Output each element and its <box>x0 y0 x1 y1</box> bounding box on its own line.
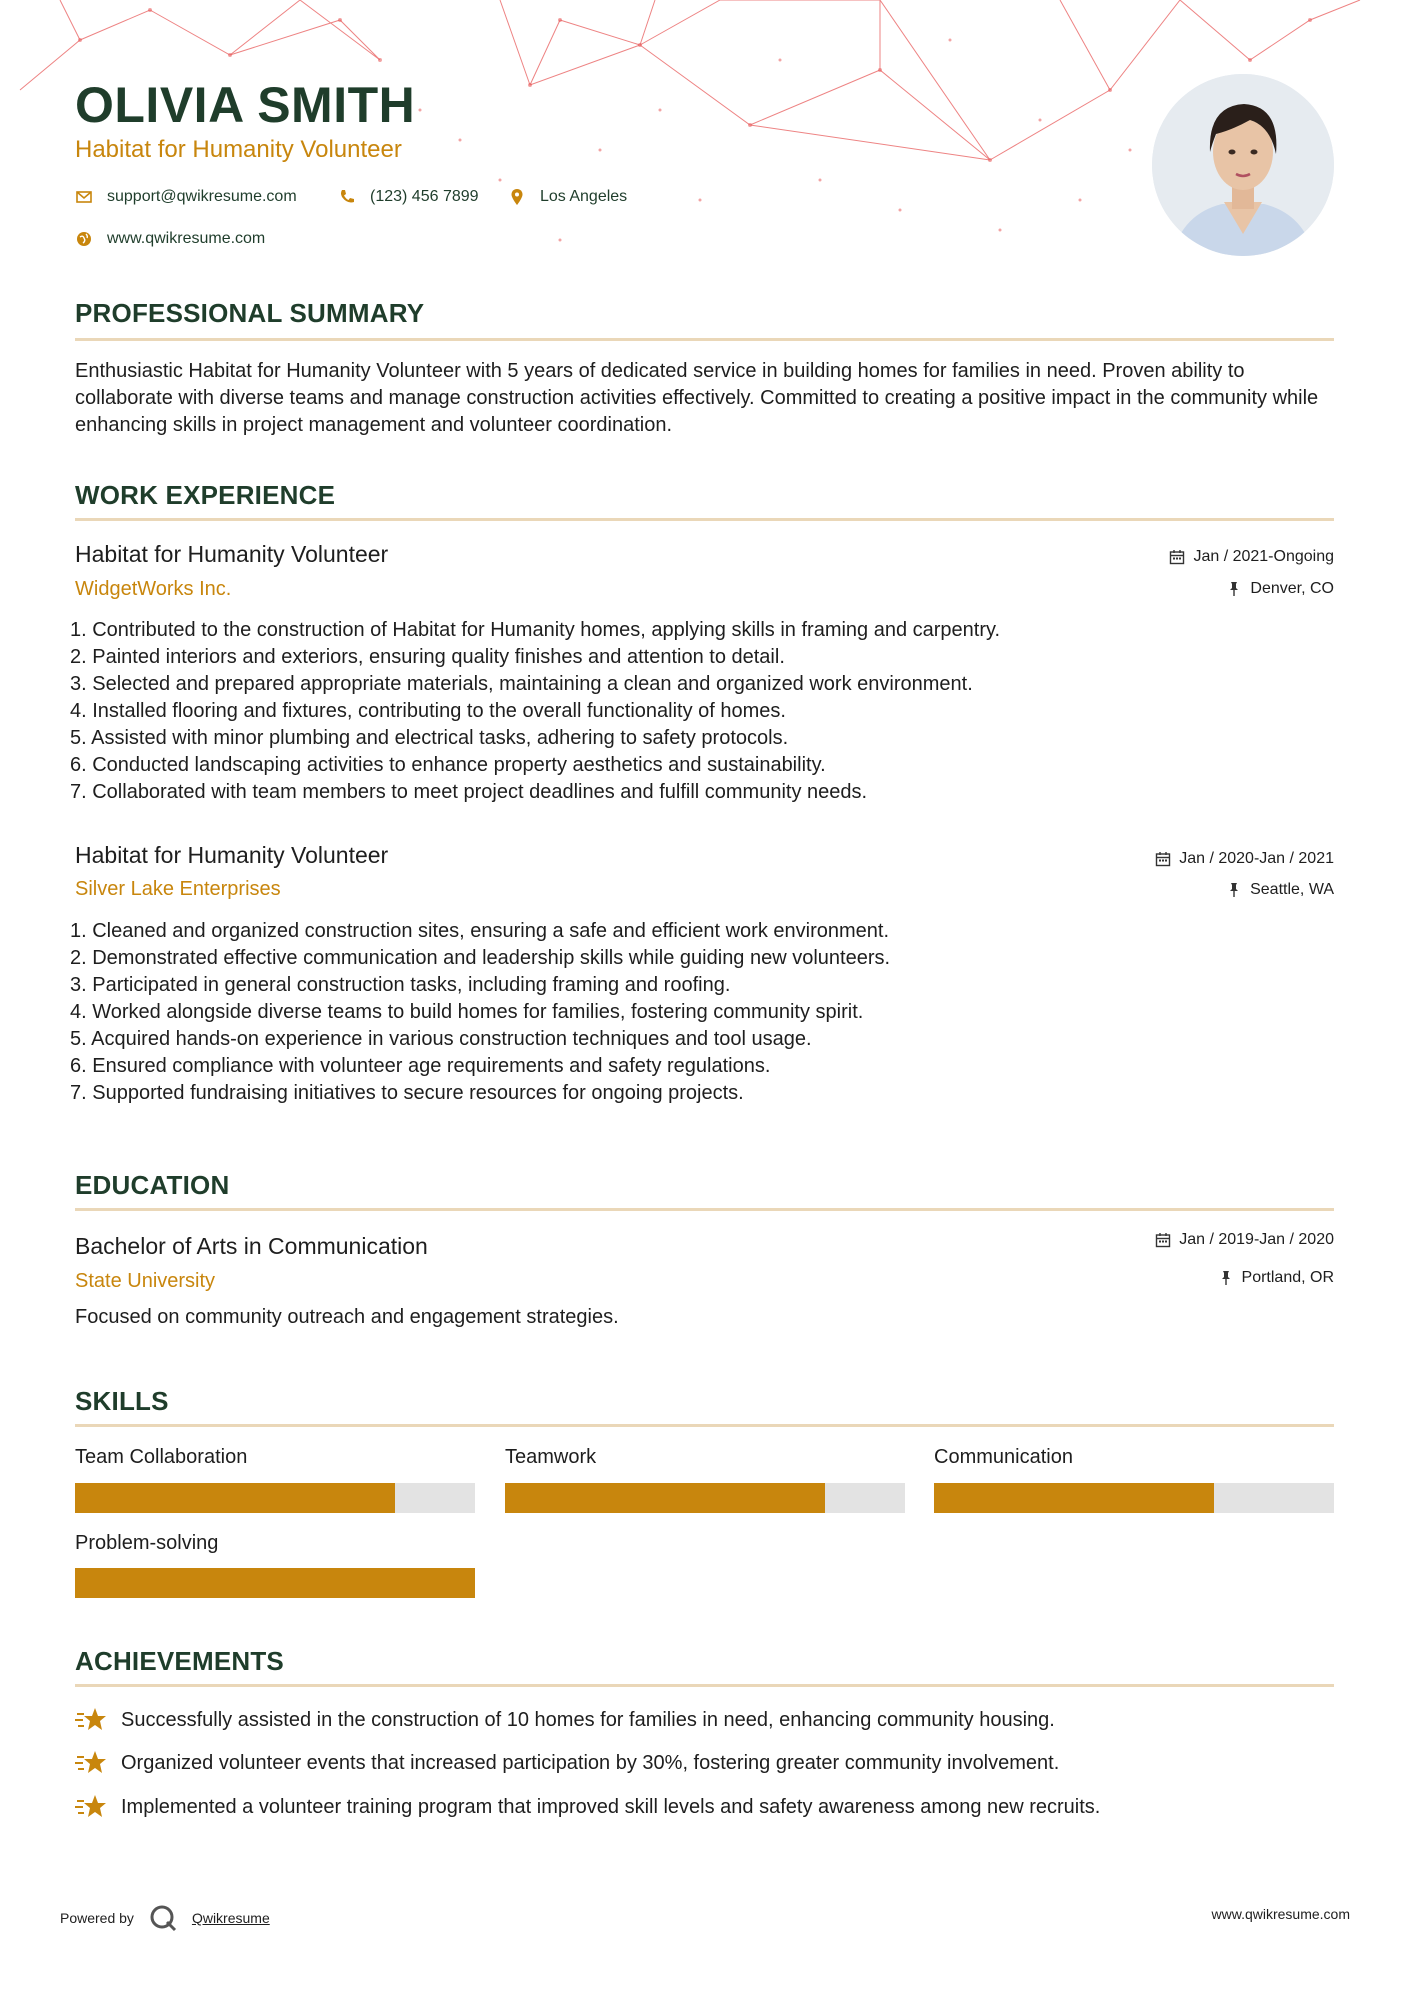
skill-label: Teamwork <box>505 1446 597 1468</box>
candidate-name: OLIVIA SMITH <box>75 77 416 133</box>
education-degree: Bachelor of Arts in Communication <box>75 1233 428 1259</box>
section-title-education: EDUCATION <box>75 1170 230 1200</box>
skill-bar <box>505 1483 905 1513</box>
candidate-role: Habitat for Humanity Volunteer <box>75 136 402 163</box>
section-divider <box>75 1424 1334 1427</box>
section-divider <box>75 338 1334 341</box>
envelope-icon <box>75 188 93 206</box>
section-divider <box>75 1208 1334 1211</box>
education-dates <box>1155 1231 1334 1249</box>
list-item: 5. Assisted with minor plumbing and electrical tasks, adhering to safety protocols. <box>70 727 789 749</box>
section-title-achievements: ACHIEVEMENTS <box>75 1646 284 1676</box>
phone-icon <box>338 188 356 206</box>
section-title-experience: WORK EXPERIENCE <box>75 480 336 510</box>
section-title-summary: PROFESSIONAL SUMMARY <box>75 298 425 328</box>
profile-photo <box>1152 74 1334 256</box>
skill-bar <box>75 1568 475 1598</box>
contact-phone-text[interactable]: (123) 456 7899 <box>370 188 479 205</box>
skill-bar-fill <box>505 1483 825 1513</box>
skill-bar <box>934 1483 1334 1513</box>
footer-site-link[interactable]: www.qwikresume.com <box>1211 1906 1350 1922</box>
pushpin-icon <box>1226 882 1242 898</box>
powered-by-label: Powered by <box>60 1910 134 1926</box>
calendar-icon <box>1155 1232 1171 1248</box>
skill-bar-fill <box>75 1568 475 1598</box>
job-location-text: Denver, CO <box>1250 580 1334 597</box>
contact-website-text[interactable]: www.qwikresume.com <box>107 230 266 247</box>
list-item: 3. Selected and prepared appropriate materials, maintaining a clean and organized work environment. <box>70 673 973 695</box>
achievement-text: Successfully assisted in the construction of 10 homes for families in need, enhancing community housing. <box>121 1708 1055 1731</box>
contact-location-text: Los Angeles <box>540 188 628 205</box>
contact-email-text[interactable]: support@qwikresume.com <box>107 188 297 205</box>
section-divider <box>75 1684 1334 1687</box>
calendar-icon <box>1169 549 1185 565</box>
education-dates-text: Jan / 2019-Jan / 2020 <box>1179 1231 1334 1248</box>
job-company: WidgetWorks Inc. <box>75 578 232 600</box>
job-dates <box>1155 850 1334 868</box>
education-location <box>1218 1269 1334 1287</box>
job-location <box>1226 580 1334 598</box>
job-bullets <box>70 617 1000 806</box>
contact-location <box>508 188 627 206</box>
job-location-text: Seattle, WA <box>1250 881 1334 898</box>
skill-label: Communication <box>934 1446 1073 1468</box>
map-pin-icon <box>508 188 526 206</box>
skill-bar-fill <box>934 1483 1214 1513</box>
list-item: 6. Conducted landscaping activities to enhance property aesthetics and sustainability. <box>70 754 826 776</box>
list-item: 1. Cleaned and organized construction sites, ensuring a safe and efficient work environment. <box>70 920 890 942</box>
achievement-text: Organized volunteer events that increased participation by 30%, fostering greater community involvement. <box>121 1751 1060 1774</box>
qwikresume-logo-icon <box>148 1903 178 1933</box>
star-icon <box>75 1706 107 1734</box>
list-item: 3. Participated in general construction tasks, including framing and roofing. <box>70 974 731 996</box>
job-company: Silver Lake Enterprises <box>75 878 281 900</box>
profile-portrait <box>1152 74 1334 256</box>
skill-label: Team Collaboration <box>75 1446 248 1468</box>
brand-link[interactable]: Qwikresume <box>191 1910 270 1926</box>
summary-text: Enthusiastic Habitat for Humanity Volunteer with 5 years of dedicated service in building homes for families in need. Proven ability to collaborate with diverse teams and manage construction activities effectively. Committed to creating a positive impact in the community while enhancing skills in project management and volunteer coordination. <box>75 360 1319 436</box>
achievement-item <box>75 1706 1055 1734</box>
job-title: Habitat for Humanity Volunteer <box>75 842 389 868</box>
list-item: 4. Installed flooring and fixtures, contributing to the overall functionality of homes. <box>70 700 786 722</box>
globe-icon <box>75 230 93 248</box>
star-icon <box>75 1749 107 1777</box>
pushpin-icon <box>1226 581 1242 597</box>
skill-bar <box>75 1483 475 1513</box>
list-item: 2. Painted interiors and exteriors, ensuring quality finishes and attention to detail. <box>70 646 785 668</box>
list-item: 5. Acquired hands-on experience in various construction techniques and tool usage. <box>70 1028 812 1050</box>
pushpin-icon <box>1218 1270 1234 1286</box>
job-dates <box>1169 548 1334 566</box>
skill-bar-fill <box>75 1483 395 1513</box>
contact-email[interactable] <box>75 188 297 206</box>
job-dates-text: Jan / 2021-Ongoing <box>1193 548 1334 565</box>
footer-powered-by <box>60 1903 270 1933</box>
job-bullets <box>70 918 890 1107</box>
education-school: State University <box>75 1270 216 1292</box>
job-location <box>1226 881 1334 899</box>
skill-label: Problem-solving <box>75 1532 219 1554</box>
list-item: 7. Supported fundraising initiatives to secure resources for ongoing projects. <box>70 1082 744 1104</box>
list-item: 1. Contributed to the construction of Habitat for Humanity homes, applying skills in framing and carpentry. <box>70 619 1001 641</box>
achievement-item <box>75 1793 1100 1821</box>
list-item: 6. Ensured compliance with volunteer age requirements and safety regulations. <box>70 1055 771 1077</box>
calendar-icon <box>1155 851 1171 867</box>
contact-phone[interactable] <box>338 188 479 206</box>
contact-website[interactable] <box>75 230 265 248</box>
education-description: Focused on community outreach and engagement strategies. <box>75 1306 619 1328</box>
list-item: 4. Worked alongside diverse teams to build homes for families, fostering community spirit. <box>70 1001 864 1023</box>
job-dates-text: Jan / 2020-Jan / 2021 <box>1179 850 1334 867</box>
list-item: 2. Demonstrated effective communication and leadership skills while guiding new volunteers. <box>70 947 891 969</box>
education-location-text: Portland, OR <box>1241 1269 1334 1286</box>
star-icon <box>75 1793 107 1821</box>
job-title: Habitat for Humanity Volunteer <box>75 541 389 567</box>
achievement-text: Implemented a volunteer training program that improved skill levels and safety awareness among new recruits. <box>121 1795 1101 1818</box>
section-divider <box>75 518 1334 521</box>
achievement-item <box>75 1749 1059 1777</box>
list-item: 7. Collaborated with team members to meet project deadlines and fulfill community needs. <box>70 781 868 803</box>
section-title-skills: SKILLS <box>75 1386 169 1416</box>
